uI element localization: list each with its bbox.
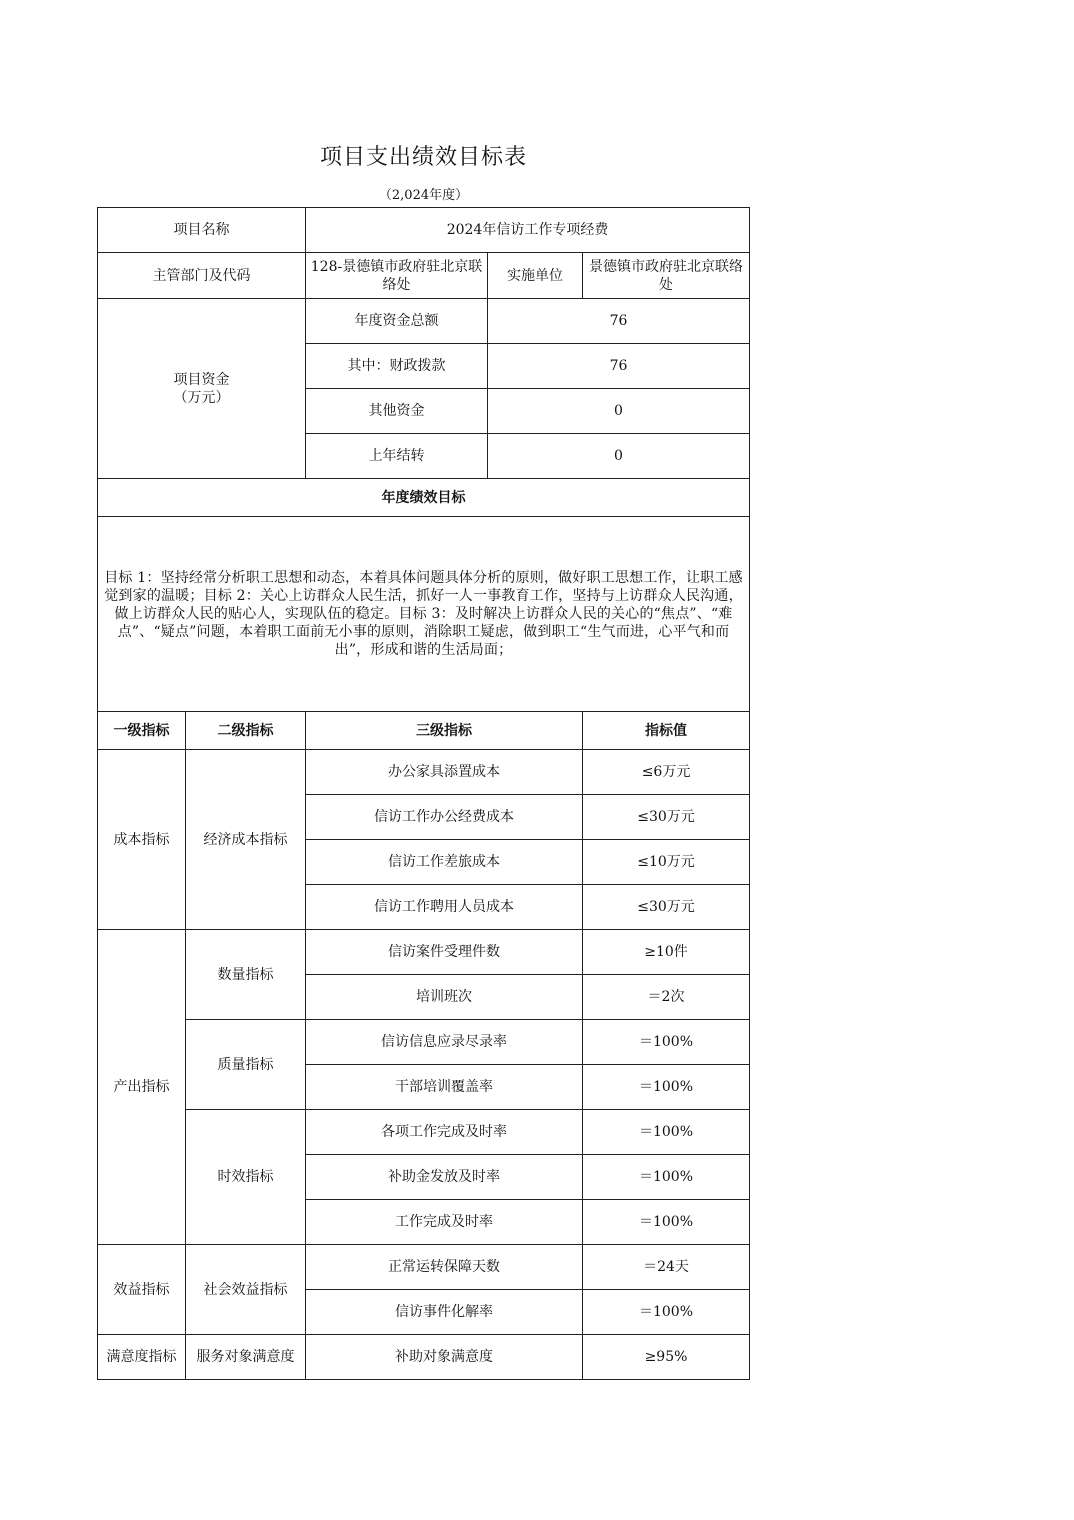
- level1-satisfaction: 满意度指标: [98, 1335, 186, 1380]
- indicator-name: 正常运转保障天数: [306, 1245, 583, 1290]
- header-level3: 三级指标: [306, 712, 583, 750]
- fund-item-label: 年度资金总额: [306, 299, 488, 344]
- indicator-name: 补助金发放及时率: [306, 1155, 583, 1200]
- project-name-row: [98, 208, 750, 253]
- indicator-value: ＝100%: [583, 1290, 750, 1335]
- header-level1: 一级指标: [98, 712, 186, 750]
- indicator-value: ≤6万元: [583, 750, 750, 795]
- indicator-name: 干部培训覆盖率: [306, 1065, 583, 1110]
- indicator-value: ＝100%: [583, 1200, 750, 1245]
- table-row: [98, 1335, 750, 1380]
- department-row: [98, 253, 750, 299]
- fund-item-label: 上年结转: [306, 434, 488, 479]
- implementer-label: 实施单位: [488, 253, 583, 299]
- level1-cost: 成本指标: [98, 750, 186, 930]
- fund-item-value: 0: [488, 434, 750, 479]
- indicator-value: ＝2次: [583, 975, 750, 1020]
- indicator-value: ＝100%: [583, 1155, 750, 1200]
- funds-label-line1: 项目资金: [173, 371, 230, 388]
- indicator-name: 信访信息应录尽录率: [306, 1020, 583, 1065]
- table-row: [98, 1020, 750, 1065]
- indicator-header-row: [98, 712, 750, 750]
- table-row: [98, 930, 750, 975]
- indicator-value: ≥10件: [583, 930, 750, 975]
- page-title: 项目支出绩效目标表: [319, 145, 527, 170]
- indicator-name: 补助对象满意度: [306, 1335, 583, 1380]
- level2-social-benefit: 社会效益指标: [186, 1245, 306, 1335]
- indicator-value: ≤30万元: [583, 885, 750, 930]
- table-row: [98, 750, 750, 795]
- header-level2: 二级指标: [186, 712, 306, 750]
- annual-goal-text: 目标 1：坚持经常分析职工思想和动态，本着具体问题具体分析的原则，做好职工思想工作，让职工感觉到家的温暖；目标 2：关心上访群众人民生活，抓好一人一事教育工作，坚持与上访群众人民沟通，做上访群众人民的贴心人，实现队伍的稳定。目标 3：及时解决上访群众人民的关心的“焦点”、“难点”、“疑点”问题，本着职工面前无小事的原则，消除职工疑虑，做到职工“生气而进，心平气和而出”，形成和谐的生活局面；: [98, 517, 750, 712]
- level2-economic-cost: 经济成本指标: [186, 750, 306, 930]
- header-value: 指标值: [583, 712, 750, 750]
- indicator-name: 信访案件受理件数: [306, 930, 583, 975]
- indicator-name: 信访工作办公经费成本: [306, 795, 583, 840]
- table-row: [98, 1110, 750, 1155]
- level2-timeliness: 时效指标: [186, 1110, 306, 1245]
- funds-label-line2: （万元）: [173, 389, 230, 406]
- indicator-value: ≤30万元: [583, 795, 750, 840]
- funds-row: [98, 299, 750, 344]
- annual-goal-row: [98, 517, 750, 712]
- project-name-label: 项目名称: [98, 208, 306, 253]
- indicator-value: ≥95%: [583, 1335, 750, 1380]
- fund-item-value: 76: [488, 299, 750, 344]
- department-label: 主管部门及代码: [98, 253, 306, 299]
- project-name-value: 2024年信访工作专项经费: [306, 208, 750, 253]
- fiscal-year-subtitle: （2,024年度）: [378, 188, 469, 203]
- performance-target-table: [97, 207, 750, 1380]
- indicator-value: ＝100%: [583, 1110, 750, 1155]
- level2-quantity: 数量指标: [186, 930, 306, 1020]
- level1-output: 产出指标: [98, 930, 186, 1245]
- level1-benefit: 效益指标: [98, 1245, 186, 1335]
- fund-item-label: 其他资金: [306, 389, 488, 434]
- indicator-name: 培训班次: [306, 975, 583, 1020]
- indicator-name: 工作完成及时率: [306, 1200, 583, 1245]
- level2-quality: 质量指标: [186, 1020, 306, 1110]
- indicator-value: ＝100%: [583, 1065, 750, 1110]
- indicator-name: 信访工作差旅成本: [306, 840, 583, 885]
- annual-goal-header-row: [98, 479, 750, 517]
- fund-item-value: 76: [488, 344, 750, 389]
- department-value: 128-景德镇市政府驻北京联络处: [306, 253, 488, 299]
- indicator-name: 各项工作完成及时率: [306, 1110, 583, 1155]
- indicator-value: ≤10万元: [583, 840, 750, 885]
- fund-item-value: 0: [488, 389, 750, 434]
- funds-label: [98, 299, 306, 479]
- level2-service-satisfaction: 服务对象满意度: [186, 1335, 306, 1380]
- indicator-name: 信访工作聘用人员成本: [306, 885, 583, 930]
- fund-item-label: 其中：财政拨款: [306, 344, 488, 389]
- annual-goal-header: 年度绩效目标: [98, 479, 750, 517]
- table-row: [98, 1245, 750, 1290]
- indicator-value: ＝100%: [583, 1020, 750, 1065]
- implementer-value: 景德镇市政府驻北京联络处: [583, 253, 750, 299]
- indicator-name: 信访事件化解率: [306, 1290, 583, 1335]
- indicator-value: ＝24天: [583, 1245, 750, 1290]
- indicator-name: 办公家具添置成本: [306, 750, 583, 795]
